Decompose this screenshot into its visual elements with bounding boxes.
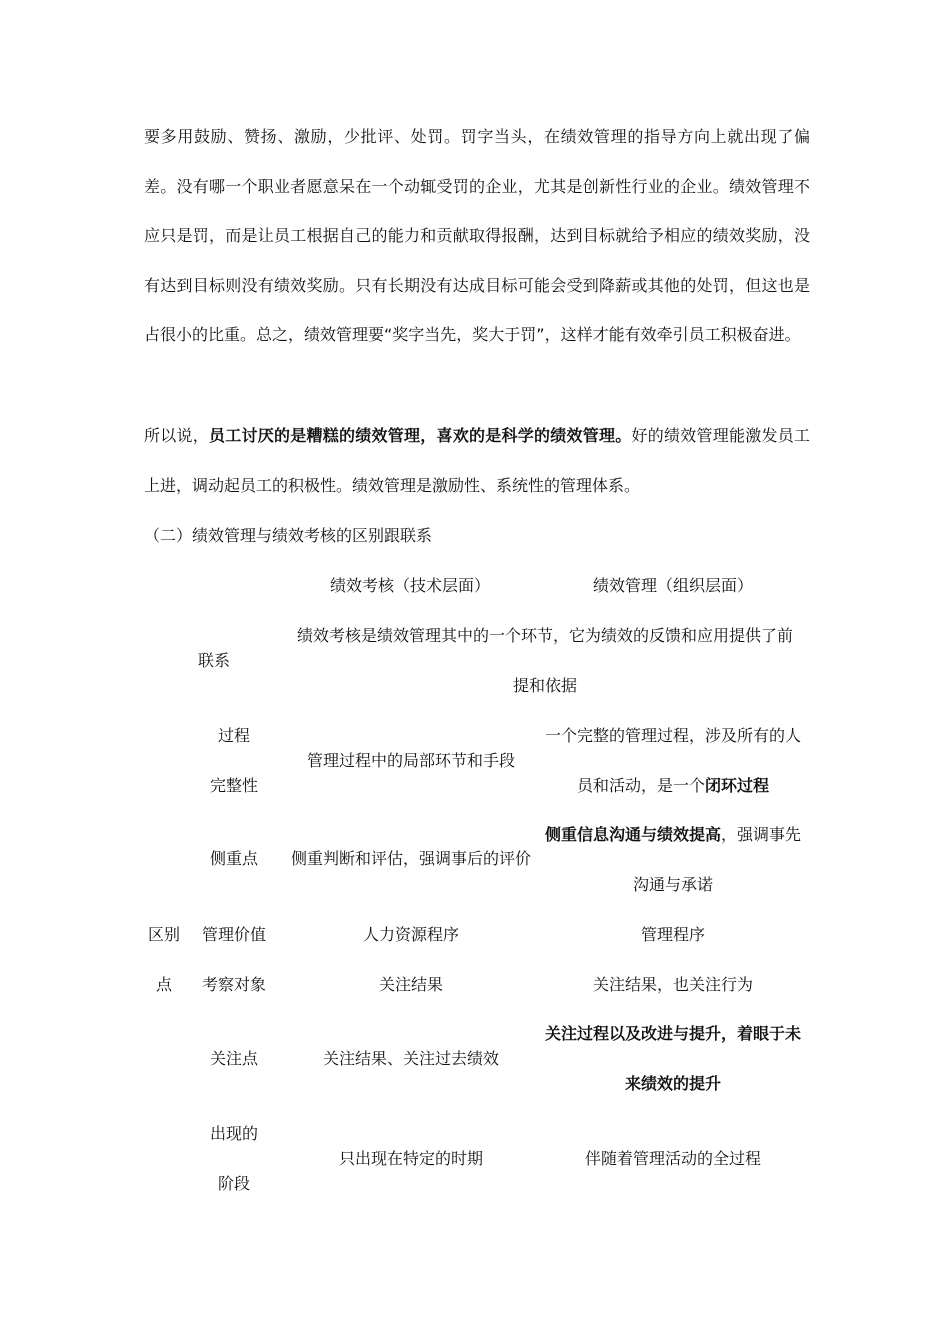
label-management-value: 管理价值 (201, 925, 266, 944)
process-management-plain: 员和活动，是一个 (576, 776, 705, 795)
process-management-line-1: 一个完整的管理过程，涉及所有的人 (544, 726, 801, 745)
relation-line-2: 提和依据 (512, 676, 577, 695)
attention-management-line-1: 关注过程以及改进与提升，着眼于未 (544, 1024, 801, 1043)
paragraph-conclusion (144, 411, 810, 510)
object-appraisal: 关注结果 (378, 975, 443, 994)
label-relation: 联系 (197, 651, 230, 670)
attention-appraisal: 关注结果、关注过去绩效 (322, 1049, 499, 1068)
label-difference-2: 点 (155, 975, 172, 994)
label-difference-1: 区别 (147, 925, 180, 944)
relation-line-1: 绩效考核是绩效管理其中的一个环节，它为绩效的反馈和应用提供了前 (296, 626, 793, 645)
conclusion-rest: 好的绩效管理能激发员工上进，调动起员工的积极性。绩效管理是激励性、系统性的管理体系。 (144, 426, 810, 495)
paragraph-rewards: 要多用鼓励、赞扬、激励，少批评、处罚。罚字当头，在绩效管理的指导方向上就出现了偏差。没有哪一个职业者愿意呆在一个动辄受罚的企业，尤其是创新性行业的企业。绩效管理不应只是罚，而是让员工根据自己的能力和贡献取得报酬，达到目标就给予相应的绩效奖励，没有达到目标则没有绩效奖励。只有长期没有达成目标可能会受到降薪或其他的处罚，但这也是占很小的比重。总之，绩效管理要“奖字当先，奖大于罚”，这样才能有效牵引员工积极奋进。 (144, 127, 810, 345)
label-completeness: 完整性 (209, 776, 258, 795)
stage-appraisal: 只出现在特定的时期 (338, 1149, 483, 1168)
label-process: 过程 (217, 726, 250, 745)
conclusion-bold: 员工讨厌的是糟糕的绩效管理，喜欢的是科学的绩效管理。 (209, 426, 632, 445)
focus-management-line-1 (534, 810, 812, 860)
label-attention: 关注点 (209, 1049, 258, 1068)
conclusion-lead: 所以说， (144, 426, 209, 445)
label-stage-2: 阶段 (217, 1174, 250, 1193)
label-focus: 侧重点 (209, 849, 258, 868)
focus-management-plain: ，强调事先 (721, 825, 802, 844)
focus-appraisal: 侧重判断和评估，强调事后的评价 (290, 849, 531, 868)
section-heading: （二）绩效管理与绩效考核的区别跟联系 (144, 526, 433, 545)
header-performance-appraisal: 绩效考核（技术层面） (329, 576, 490, 595)
process-management-line-2 (540, 761, 806, 811)
label-stage-1: 出现的 (209, 1124, 258, 1143)
header-performance-management: 绩效管理（组织层面） (592, 576, 753, 595)
process-appraisal: 管理过程中的局部环节和手段 (306, 751, 515, 770)
object-management: 关注结果，也关注行为 (592, 975, 753, 994)
attention-management-line-2: 来绩效的提升 (624, 1074, 721, 1093)
value-appraisal: 人力资源程序 (362, 925, 459, 944)
focus-management-bold: 侧重信息沟通与绩效提高 (544, 825, 721, 844)
stage-management: 伴随着管理活动的全过程 (584, 1149, 761, 1168)
closed-loop-bold: 闭环过程 (705, 776, 770, 795)
value-management: 管理程序 (640, 925, 705, 944)
focus-management-line-2: 沟通与承诺 (632, 875, 713, 894)
label-review-object: 考察对象 (201, 975, 266, 994)
